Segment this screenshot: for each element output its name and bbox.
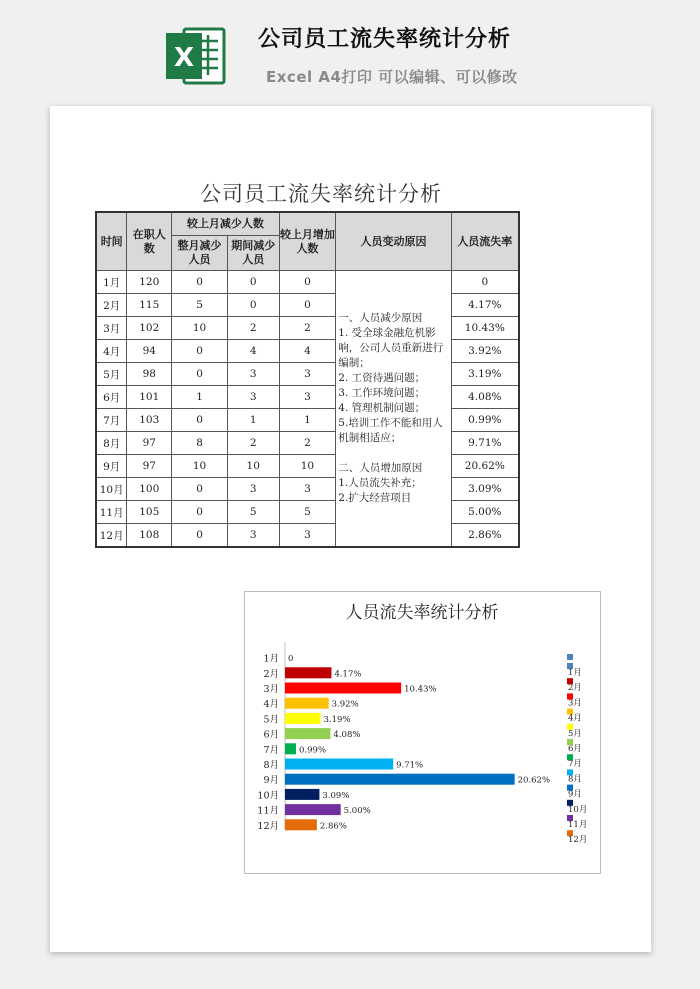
cell-whole-month: 0 bbox=[172, 340, 228, 363]
cell-staff: 120 bbox=[127, 271, 172, 294]
legend-label: 8月 bbox=[568, 774, 582, 785]
legend-label: 4月 bbox=[568, 713, 582, 724]
cell-period: 2 bbox=[227, 432, 279, 455]
document-title: 公司员工流失率统计分析 bbox=[200, 182, 442, 206]
cell-period: 3 bbox=[227, 478, 279, 501]
cell-month: 3月 bbox=[96, 317, 127, 340]
bar bbox=[285, 698, 329, 709]
table-row bbox=[96, 363, 519, 386]
reason-line: 4. 管理机制问题； bbox=[338, 402, 426, 414]
excel-icon bbox=[162, 23, 228, 89]
cell-staff: 105 bbox=[127, 501, 172, 524]
cell-staff: 108 bbox=[127, 524, 172, 548]
cell-period: 2 bbox=[227, 317, 279, 340]
cell-staff: 98 bbox=[127, 363, 172, 386]
cell-whole-month: 1 bbox=[172, 386, 228, 409]
cell-period: 0 bbox=[227, 271, 279, 294]
bar bbox=[285, 759, 393, 770]
legend-label: 6月 bbox=[568, 744, 582, 754]
cell-month: 5月 bbox=[96, 363, 127, 386]
data-label: 4.08% bbox=[333, 730, 361, 741]
cell-staff: 102 bbox=[127, 317, 172, 340]
category-label: 1月 bbox=[263, 653, 279, 665]
data-label: 0.99% bbox=[299, 745, 327, 756]
cell-rate: 4.17% bbox=[451, 294, 519, 317]
cell-staff: 103 bbox=[127, 409, 172, 432]
bar bbox=[285, 789, 319, 800]
category-label: 3月 bbox=[263, 684, 279, 695]
cell-increase: 1 bbox=[279, 409, 336, 432]
cell-period: 3 bbox=[227, 386, 279, 409]
header-time: 时间 bbox=[96, 212, 127, 271]
header-title: 公司员工流失率统计分析 bbox=[258, 27, 512, 52]
cell-month: 11月 bbox=[96, 501, 127, 524]
cell-rate: 3.09% bbox=[451, 478, 519, 501]
legend-label: 2月 bbox=[568, 683, 582, 694]
category-label: 7月 bbox=[263, 744, 279, 756]
cell-staff: 94 bbox=[127, 340, 172, 363]
header-increase: 较上月增加人数 bbox=[279, 212, 336, 271]
category-label: 5月 bbox=[263, 714, 279, 726]
cell-increase: 2 bbox=[279, 432, 336, 455]
cell-whole-month: 0 bbox=[172, 524, 228, 548]
chart-canvas bbox=[245, 592, 600, 873]
bar bbox=[285, 728, 330, 739]
reason-line: 3. 工作环境问题； bbox=[338, 387, 426, 399]
data-label: 9.71% bbox=[396, 760, 424, 771]
cell-whole-month: 10 bbox=[172, 455, 228, 478]
data-label: 3.19% bbox=[323, 714, 351, 725]
bar bbox=[285, 743, 296, 754]
cell-period: 10 bbox=[227, 455, 279, 478]
header-subtitle: Excel A4打印 可以编辑、可以修改 bbox=[266, 68, 518, 86]
cell-period: 1 bbox=[227, 409, 279, 432]
cell-rate: 10.43% bbox=[451, 317, 519, 340]
table-row bbox=[96, 294, 519, 317]
cell-whole-month: 0 bbox=[172, 363, 228, 386]
table-row bbox=[96, 455, 519, 478]
legend-label: 9月 bbox=[568, 789, 582, 800]
legend-label: 3月 bbox=[568, 698, 582, 709]
category-label: 11月 bbox=[257, 805, 279, 817]
cell-rate: 3.92% bbox=[451, 340, 519, 363]
data-label: 3.92% bbox=[331, 699, 359, 710]
cell-staff: 101 bbox=[127, 386, 172, 409]
reason-line: 2. 工资待遇问题； bbox=[338, 372, 426, 384]
cell-month: 10月 bbox=[96, 478, 127, 501]
legend-label: 1月 bbox=[568, 668, 582, 678]
cell-month: 7月 bbox=[96, 409, 127, 432]
legend-swatch bbox=[567, 654, 573, 660]
cell-rate: 3.19% bbox=[451, 363, 519, 386]
reason-line: 1.人员流失补充； bbox=[338, 477, 422, 489]
cell-rate: 9.71% bbox=[451, 432, 519, 455]
bar bbox=[285, 683, 401, 694]
cell-whole-month: 10 bbox=[172, 317, 228, 340]
legend-label: 12月 bbox=[568, 835, 588, 846]
cell-period: 3 bbox=[227, 524, 279, 548]
reason-line: 一、人员减少原因 bbox=[338, 312, 423, 324]
cell-increase: 5 bbox=[279, 501, 336, 524]
cell-period: 3 bbox=[227, 363, 279, 386]
chart-title: 人员流失率统计分析 bbox=[345, 603, 499, 623]
cell-period: 5 bbox=[227, 501, 279, 524]
cell-period: 4 bbox=[227, 340, 279, 363]
category-label: 2月 bbox=[263, 668, 279, 680]
header-whole-month: 整月减少人员 bbox=[172, 236, 228, 271]
reason-line: 5.培训工作不能和用人机制相适应； bbox=[338, 417, 443, 444]
header-staff: 在职人数 bbox=[127, 212, 172, 271]
header-decrease-group: 较上月减少人数 bbox=[172, 212, 279, 236]
legend-label: 10月 bbox=[568, 804, 588, 815]
cell-increase: 3 bbox=[279, 478, 336, 501]
category-label: 9月 bbox=[263, 775, 279, 787]
table-row bbox=[96, 271, 519, 294]
table-row bbox=[96, 317, 519, 340]
attrition-chart bbox=[244, 591, 601, 874]
legend-label: 11月 bbox=[568, 820, 588, 830]
cell-whole-month: 5 bbox=[172, 294, 228, 317]
reason-line: 2.扩大经营项目 bbox=[338, 492, 412, 504]
cell-staff: 97 bbox=[127, 432, 172, 455]
bar bbox=[285, 667, 331, 678]
cell-whole-month: 0 bbox=[172, 501, 228, 524]
table-row bbox=[96, 432, 519, 455]
cell-increase: 3 bbox=[279, 363, 336, 386]
header bbox=[0, 0, 700, 105]
cell-period: 0 bbox=[227, 294, 279, 317]
category-label: 6月 bbox=[263, 729, 279, 741]
cell-rate: 5.00% bbox=[451, 501, 519, 524]
data-label: 20.62% bbox=[517, 775, 551, 786]
cell-month: 6月 bbox=[96, 386, 127, 409]
cell-whole-month: 0 bbox=[172, 409, 228, 432]
cell-staff: 97 bbox=[127, 455, 172, 478]
table-row bbox=[96, 478, 519, 501]
cell-rate: 2.86% bbox=[451, 524, 519, 548]
data-label: 3.09% bbox=[322, 790, 350, 801]
cell-rate: 20.62% bbox=[451, 455, 519, 478]
bar bbox=[285, 819, 317, 830]
cell-increase: 2 bbox=[279, 317, 336, 340]
data-label: 0 bbox=[288, 654, 294, 665]
data-label: 4.17% bbox=[334, 669, 362, 680]
cell-increase: 0 bbox=[279, 271, 336, 294]
category-label: 4月 bbox=[263, 699, 279, 711]
data-label: 5.00% bbox=[343, 806, 371, 817]
cell-rate: 0 bbox=[451, 271, 519, 294]
table-row bbox=[96, 501, 519, 524]
cell-whole-month: 0 bbox=[172, 271, 228, 294]
category-label: 8月 bbox=[263, 760, 279, 771]
svg-text:X: X bbox=[173, 43, 195, 73]
cell-rate: 0.99% bbox=[451, 409, 519, 432]
cell-month: 1月 bbox=[96, 271, 127, 294]
header-period: 期间减少人员 bbox=[227, 236, 279, 271]
cell-increase: 3 bbox=[279, 386, 336, 409]
cell-month: 4月 bbox=[96, 340, 127, 363]
header-rate: 人员流失率 bbox=[451, 212, 519, 271]
category-label: 12月 bbox=[257, 820, 279, 832]
cell-whole-month: 8 bbox=[172, 432, 228, 455]
cell-increase: 10 bbox=[279, 455, 336, 478]
table-row bbox=[96, 340, 519, 363]
bar bbox=[285, 713, 321, 724]
reason-line: 二、人员增加原因 bbox=[338, 462, 423, 474]
reason-line bbox=[338, 446, 448, 461]
table-row bbox=[96, 409, 519, 432]
cell-increase: 4 bbox=[279, 340, 336, 363]
cell-month: 12月 bbox=[96, 524, 127, 548]
bar bbox=[285, 804, 341, 815]
legend-label: 5月 bbox=[568, 728, 582, 739]
cell-whole-month: 0 bbox=[172, 478, 228, 501]
cell-month: 2月 bbox=[96, 294, 127, 317]
cell-month: 9月 bbox=[96, 455, 127, 478]
bar bbox=[285, 774, 515, 785]
cell-month: 8月 bbox=[96, 432, 127, 455]
data-label: 10.43% bbox=[404, 684, 437, 695]
table-row bbox=[96, 386, 519, 409]
reason-line: 1. 受全球金融危机影响，公司人员重新进行编制； bbox=[338, 327, 444, 369]
data-label: 2.86% bbox=[319, 821, 347, 832]
legend-label: 7月 bbox=[568, 759, 582, 770]
table-row bbox=[96, 524, 519, 548]
cell-rate: 4.08% bbox=[451, 386, 519, 409]
cell-staff: 115 bbox=[127, 294, 172, 317]
cell-staff: 100 bbox=[127, 478, 172, 501]
header-reason: 人员变动原因 bbox=[336, 212, 451, 271]
cell-increase: 3 bbox=[279, 524, 336, 548]
category-label: 10月 bbox=[257, 790, 279, 802]
cell-reason bbox=[336, 271, 451, 548]
statistics-table bbox=[95, 211, 520, 548]
cell-increase: 0 bbox=[279, 294, 336, 317]
